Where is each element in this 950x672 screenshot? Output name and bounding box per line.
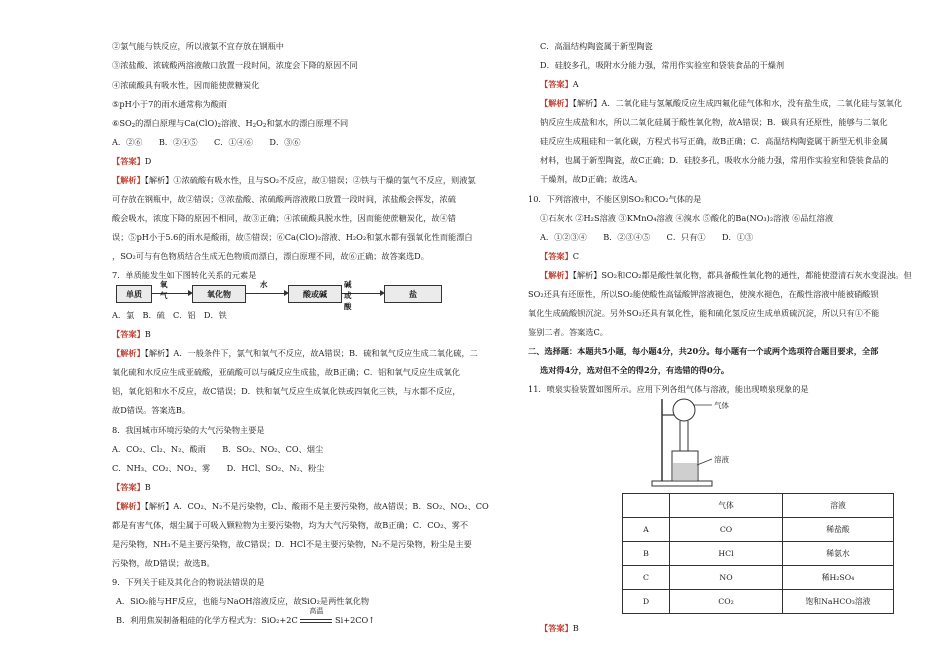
section-heading-cont: 选对得4分，选对但不全的得2分，有选错的得0分。 <box>540 365 730 375</box>
table-row <box>623 542 894 566</box>
q6-explanation-line: 误；⑤pH小于5.6的雨水是酸雨，故⑤错误；⑥Ca(ClO)₂溶液、H₂O₂和氯水都有强氧化性而能漂白 <box>112 232 473 242</box>
q6-explanation-line: 【解析】【解析】①浓硫酸有吸水性，且与SO₂不反应，故①错误；②铁与干燥的氯气不反应，则液氯 <box>112 175 476 185</box>
table-cell: CO₂ <box>670 590 783 614</box>
q8-options-cd: C．NH₃、CO₂、NO₂、雾 D．HCl、SO₂、N₂、粉尘 <box>112 463 325 473</box>
flow-box-oxide: 氧化物 <box>192 285 246 303</box>
statement-4: ④浓硫酸具有吸水性，因而能使蔗糖炭化 <box>112 80 260 90</box>
q9-explanation-line: 钠反应生成盐和水，所以二氧化硅属于酸性氧化物，故A错误；B．碳具有还原性，能够与二氧化 <box>540 117 888 127</box>
q6-explanation-line: 可存放在钢瓶中，故②错误；③浓盐酸、浓硫酸两溶液敞口放置一段时间，浓盐酸会挥发，浓硫 <box>112 194 456 204</box>
q6-explanation-line: 酸会吸水，浓度下降的原因不相同，故③正确；④浓硫酸具脱水性，因而能使蔗糖炭化，故④错 <box>112 213 456 223</box>
table-cell: C <box>623 566 670 590</box>
q9-explanation-line: 【解析】【解析】A．二氧化硅与氢氟酸反应生成四氟化硅气体和水，没有盐生成，二氧化硅与氢氧化 <box>540 98 903 108</box>
table-cell: HCl <box>670 542 783 566</box>
solution-label: 溶液 <box>714 455 729 464</box>
table-header-cell: 气体 <box>670 494 783 518</box>
table-cell: D <box>623 590 670 614</box>
q8-options-ab: A．CO₂、Cl₂、N₂、酸雨 B．SO₂、NO₂、CO、烟尘 <box>112 444 324 454</box>
section-heading: 二、选择题：本题共5小题，每小题4分，共20分。每小题有一个或两个选项符合题目要求，全部 <box>528 346 879 356</box>
stand-base <box>652 481 712 486</box>
table-row <box>623 518 894 542</box>
q7-options: A．氯 B．硫 C．铝 D．铁 <box>112 310 227 320</box>
q10-options: A．①②③④ B．②③④⑤ C．只有① D．①③ <box>540 232 754 242</box>
table-cell: CO <box>670 518 783 542</box>
fountain-apparatus-diagram <box>650 395 760 490</box>
q9-option-c: C．高温结构陶瓷属于新型陶瓷 <box>540 41 653 51</box>
q8-answer: 【答案】B <box>112 482 151 492</box>
beaker-solution <box>673 463 697 480</box>
q10-explanation-line: 【解析】【解析】SO₂和CO₂都是酸性氧化物，都具备酸性氧化物的通性，都能使澄清石灰水变混浊。但 <box>540 270 912 280</box>
q9-option-d: D．硅胶多孔，吸附水分能力强，常用作实验室和袋装食品的干燥剂 <box>540 60 785 70</box>
q9-option-b: B．利用焦炭制备粗硅的化学方程式为：SiO₂+2C 高温 Si+2CO↑ <box>116 607 376 625</box>
q8-explanation-line: 是污染物，NH₃不是主要污染物，故C错误；D．HCl不是主要污染物，N₂不是污染物，粉尘是主要 <box>112 539 472 549</box>
label-pointer <box>697 459 712 465</box>
flow-label-oxygen: 氧气 <box>160 280 168 300</box>
flow-arrow <box>245 293 287 294</box>
q10-answer: 【答案】C <box>540 251 580 261</box>
q9-explanation-line: 材料，也属于新型陶瓷，故C正确；D．硅胶多孔，吸收水分能力强，常用作实验室和袋装食品的 <box>540 155 889 165</box>
table-cell: A <box>623 518 670 542</box>
q6-explanation-line: ，SO₂可与有色物质结合生成无色物质而漂白，漂白原理不同，故⑥正确；故答案选D。 <box>112 251 429 261</box>
gas-label: 气体 <box>714 401 729 410</box>
table-header-row <box>623 494 894 518</box>
statement-3: ③浓盐酸、浓硫酸两溶液敞口放置一段时间，浓度会下降的原因不同 <box>112 60 358 70</box>
q9-option-a: A．SiO₂能与HF反应，也能与NaOH溶液反应，故SiO₂是两性氧化物 <box>116 596 370 606</box>
round-flask <box>673 399 695 421</box>
reaction-condition: 高温 <box>309 607 324 615</box>
q6-answer: 【答案】D <box>112 156 152 166</box>
statement-6: $⑥SO_2$的漂白原理与$Ca(ClO)_2$溶液、$H_2O_2$和氯水的漂白原理不同 <box>112 118 349 129</box>
flow-arrow <box>151 293 191 294</box>
table-cell: 稀盐酸 <box>783 518 894 542</box>
statement-2: ②氯气能与铁反应，所以液氯不宜存放在钢瓶中 <box>112 41 284 51</box>
q7-explanation-line: 氧化硫和水反应生成亚硫酸，亚硫酸可以与碱反应生成盐，故B正确；C．铝和氧气反应生成氧化 <box>112 367 460 377</box>
q7-answer: 【答案】B <box>112 329 151 339</box>
table-cell: NO <box>670 566 783 590</box>
flow-box-acid-or-base: 酸或碱 <box>288 285 342 303</box>
table-row <box>623 590 894 614</box>
flow-box-element: 单质 <box>116 285 152 303</box>
q8-explanation-line: 【解析】【解析】A．CO₂、N₂不是污染物，Cl₂、酸雨不是主要污染物，故A错误；B．SO₂、NO₂、CO <box>112 501 489 511</box>
q9-stem: 9．下列关于硅及其化合的物说法错误的是 <box>112 577 265 587</box>
q7-explanation-line: 故D错误。答案选B。 <box>112 405 191 415</box>
table-cell: 饱和NaHCO₃溶液 <box>783 590 894 614</box>
q9-answer: 【答案】A <box>540 79 579 89</box>
table-row <box>623 566 894 590</box>
table-header-cell <box>623 494 670 518</box>
q6-options: A．②⑥ B．②④⑤ C．①④⑥ D．③⑥ <box>112 137 301 147</box>
flow-label-water: 水 <box>260 280 268 289</box>
table-cell: B <box>623 542 670 566</box>
q7-explanation-line: 【解析】【解析】A．一般条件下，氯气和氧气不反应，故A错误；B．硫和氧气反应生成二氧化硫，二 <box>112 348 478 358</box>
flow-label-base-or-acid: 碱或酸 <box>344 280 352 311</box>
q11-stem: 11．喷泉实验装置如图所示。应用下列各组气体与溶液，能出现喷泉现象的是 <box>528 384 809 394</box>
q9-explanation-line: 干燥剂，故D正确；故选A。 <box>540 174 643 184</box>
q8-explanation-line: 污染物，故D错误；故选B。 <box>112 558 215 568</box>
table-cell: 稀H₂SO₄ <box>783 566 894 590</box>
q11-answer: 【答案】B <box>540 623 579 633</box>
q8-stem: 8．我国城市环境污染的大气污染物主要是 <box>112 425 265 435</box>
q10-explanation-line: 氧化生成硫酸钡沉淀。另外SO₂还具有氧化性，能和硫化氢反应生成单质硫沉淀，所以只有①不能 <box>528 308 880 318</box>
flow-box-salt: 盐 <box>384 285 442 303</box>
q9-explanation-line: 硅反应生成粗硅和一氧化碳，方程式书写正确，故B正确；C．高温结构陶瓷属于新型无机非金属 <box>540 136 888 146</box>
q8-explanation-line: 都是有害气体，烟尘属于可吸入颗粒物为主要污染物，均为大气污染物，故B正确；C．CO₂、雾不 <box>112 520 469 530</box>
q11-gas-solution-table <box>622 493 894 614</box>
q10-explanation-line: 鉴别二者。答案选C。 <box>528 327 608 337</box>
table-header-cell: 溶液 <box>783 494 894 518</box>
statement-5: ⑤pH小于7的雨水通常称为酸雨 <box>112 99 227 109</box>
q10-explanation-line: SO₂还具有还原性，所以SO₂能使酸性高锰酸钾溶液褪色，使溴水褪色，在酸性溶液中能被硝酸钡 <box>528 289 879 299</box>
table-cell: 稀氨水 <box>783 542 894 566</box>
q10-solutions: ①石灰水 ②H₂S溶液 ③KMnO₄溶液 ④溴水 ⑤酸化的Ba(NO₃)₂溶液 ⑥品红溶液 <box>540 213 834 223</box>
q10-stem: 10．下列溶液中，不能区别SO₂和CO₂气体的是 <box>528 194 702 204</box>
q7-stem: 7．单质能发生如下图转化关系的元素是 <box>112 270 257 280</box>
q7-explanation-line: 铝，氧化铝和水不反应，故C错误；D．铁和氧气反应生成氧化铁或四氧化三铁，与水都不反应， <box>112 386 461 396</box>
